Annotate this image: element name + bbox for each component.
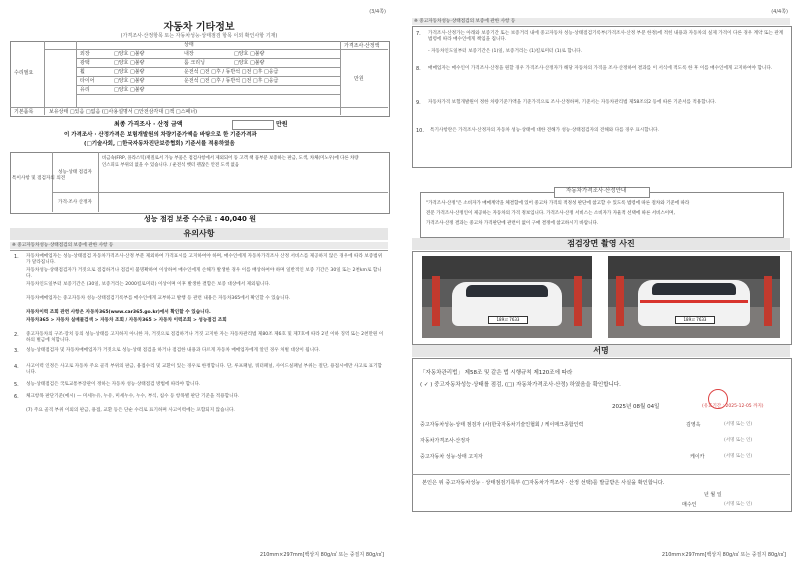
row-label: 광택	[80, 60, 90, 66]
notifier-name: 케이카	[690, 454, 705, 460]
opinion-text-1: 비금속(FRP, 플라스틱)재질로서 가능 부품은 점검사항에서 제외되어 동 고객 책 품부분 보증하는 판금, 도색, 차체(미노우)에 다른 차량	[102, 156, 359, 161]
item-number: 7.	[416, 31, 421, 37]
item-text: 사고이력 인정은 사고로 자동차 주요 골격 부위의 판금, 용접수리 및 교환이 있는 경우로 한정합니다. 단, 루프패널, 쿼터패널, 사이드실패널 부위는 절단, 용접시에만 사고로 표기합니다.	[26, 364, 382, 375]
opinion-sub-pricer: 가격·조사 산정자	[58, 200, 92, 205]
law-line-2[interactable]: ( ✓ ) 중고자동차성능·상태를 점검, (□) 자동차가격조사·산정) 하였음을 확인합니다.	[420, 382, 621, 388]
photo-front	[422, 256, 592, 338]
guide-text-2: 전문 가격조사·산정인이 제공하는 자동차의 가격 정보입니다. 가격조사·산정 서비스는 소비자가 자율적 선택에 따른 서비스이며,	[426, 211, 675, 216]
guide-text-1: "가격조사·산정"은 소비자가 매매계약을 체결함에 있어 중고차 가격의 적정성 판단에 참고할 수 있도록 법령에 따른 절차와 기준에 따라	[426, 201, 690, 206]
row-label: 외장	[80, 51, 90, 57]
basic-items[interactable]: 보유상태 □있음 □없음 (□사용설명서 □안전삼각대 □잭 □스패너)	[49, 109, 198, 115]
row-checks[interactable]: □양호 □불량	[114, 78, 145, 84]
item-text: 성능·상태점검자 및 자동차매매업자가 거짓으로 성능·상태 점검을 하거나 점검한 내용과 다르게 자동차 매매업자에게 알린 경우 처벌 대상이 됩니다.	[26, 348, 321, 353]
item-number: 9.	[416, 100, 421, 106]
page-left	[4, 4, 394, 562]
item-text: 자동차매매업자는 성능·상태점검 자동차가격조사·산정 부분 제외하여 가격표시를 고지하여야 하며, 매수인에게 자동차가격조사 산정 서비스를 제공하지 않은 경우에 따라 보증범위가 달라집니다.	[26, 254, 383, 265]
row-mid-label: 운전석 □전 □후 / 동반석 □전 □후 □응급	[184, 69, 279, 75]
price-note-2: (□기술사회, □한국자동차진단보증협회) 기준서를 적용하였음	[84, 141, 235, 147]
item-number: 6.	[14, 394, 19, 400]
row-mid-label: 내장	[184, 51, 194, 57]
page-right	[406, 4, 796, 562]
sign-date: 2025년 08월 04일	[612, 404, 660, 410]
item-text: 매매업자는 매수인이 가격조사·산정을 원할 경우 가격조사·산정자가 해당 자동차의 가격을 조사·산정하여 결과를 이 서식에 적도록 한 후 이를 매수인에게 고지하여야 합니다.	[428, 66, 773, 71]
item-number: 1.	[14, 254, 19, 260]
lift-post	[764, 276, 772, 326]
inspector-org: 중고자동차성능·상태 점검자 (사)한국자동차기술인협회 / 케이매크종합인력	[420, 422, 584, 428]
row-right-checks[interactable]: □양호 □불량	[234, 51, 265, 57]
item-text: 자동차인도일부터 보증기간은 (30일, 보증거리는 2000킬로미터) 이상이며 이후 발생한 결함은 보증 대상에서 제외됩니다.	[26, 282, 271, 287]
buyer-label: 매수인	[682, 502, 697, 508]
item-text: 성능·상태점검은 국토교통부장관이 정하는 자동차 성능·상태점검 방법에 따라야 합니다.	[26, 382, 201, 387]
item-number: 2.	[14, 332, 19, 338]
item-number: 4.	[14, 364, 19, 370]
lift-post	[616, 276, 624, 326]
photo-title: 점검장면 촬영 사진	[412, 238, 790, 250]
row-label: 타이어	[80, 78, 95, 84]
lift-post	[432, 276, 440, 326]
sign-title: 서명	[412, 345, 790, 357]
receipt-date: 년 월 일	[704, 492, 722, 498]
sign-note[interactable]: (서명 또는 인)	[724, 422, 753, 427]
notice-box	[412, 26, 792, 168]
row-checks[interactable]: □양호 □불량	[114, 87, 145, 93]
page-title: 자동차 기타정보	[163, 22, 235, 33]
item-text: 자동차365 > 자동차 실매물검색 > 자동차 조회 / 자동차365 > 자동차 이력조회 > 성능점검 조회	[26, 318, 227, 323]
notifier-label: 중고자동차 성능·상태 고지자	[420, 454, 483, 460]
notice-header: ※ 중고자동차성능·상태점검의 보증에 관한 사항 등	[414, 19, 516, 24]
item-number: 8.	[416, 66, 421, 72]
row-checks[interactable]: □양호 □불량	[114, 51, 145, 57]
page-footer: 210mm×297mm[백상지 80g/㎡ 또는 중질지 80g/㎡]	[259, 552, 384, 558]
page-number: (4/4쪽)	[771, 9, 788, 15]
page-number: (3/4쪽)	[369, 9, 386, 15]
row-mid-label: 운전석 □전 □후 / 동반석 □전 □후 □응급	[184, 78, 279, 84]
item-text: 가격조사·산정가는 아래와 보증기간 또는 보증거리 내에 중고자동차 성능·상태점검기록부(가격조사·산정 부분 한정)에 적힌 내용과 자동차의 실제 가격이 다른 경우 계약 또는 관계법령에 따라 매수인에게 책임을 집니다.	[428, 31, 784, 42]
caution-title: 유의사항	[10, 228, 388, 240]
sign-note[interactable]: (서명 또는 인)	[724, 438, 753, 443]
item-text: 자동차성능·상태점검자가 거짓으로 점검하거나 점검이 불명확하여 이상하여 매수인에게 손해가 발생한 경우 이를 배상하여야 하며 일반적인 보증 기간은 30일 또는 2천km로 합니다.	[26, 268, 382, 279]
col-header-price: 가격조사·산정액	[344, 43, 380, 49]
pricer-label: 자동차가격조사·산정자	[420, 438, 470, 444]
item-text: 자동차매매업자는 중고자동차 성능·상태점검기록부를 매수인에게 교부하고 발행 등 관련 내용은 자동차365에서 확인할 수 있습니다.	[26, 296, 291, 301]
item-text: 자동차이력 조회 관련 사항은 자동차365(www.car365.go.kr)에서 확인할 수 있습니다.	[26, 310, 211, 315]
row-label: 휠	[80, 69, 85, 75]
item-text: 자동차가격 보험개발원이 정한 차량기준가액을 기준가격으로 조사·산정하며, 기준서는 자동차관리법 제58조의2 등에 따른 기준서를 적용합니다.	[428, 100, 717, 105]
price-note-1: 이 가격조사 · 산정가격은 보험개발원의 차량기준가액을 바탕으로 한 기준가격과	[64, 132, 257, 138]
receipt-line: 본인은 위 중고자동차성능 · 상태점검기록부 (□자동차가격조사 · 산정 선택)를 발급받은 사실을 확인합니다.	[422, 480, 665, 486]
price-unit: 만원	[354, 76, 364, 82]
item-text: - 자동차인도일부터 보증기간은 (1)일, 보증거리는 (1)킬로미터 (1)로 합니다.	[428, 49, 583, 54]
opinion-sub-inspector: 성능·상태 점검자	[58, 170, 92, 175]
opinion-label: 특이사항 및 점검자의 의견	[12, 176, 66, 181]
row-checks[interactable]: □양호 □불량	[114, 69, 145, 75]
final-price-label: 최종 가격조사 · 산정 금액	[114, 121, 183, 128]
row-mid-label: 룸 크리닝	[184, 60, 205, 66]
tail-lamp-bar	[640, 300, 748, 303]
guide-text-3: 가격조사·산정 결과는 중고차 가격판단에 관련이 없이 구매 결정에 참고하시기 바랍니다.	[426, 221, 599, 226]
validity-note: (유효기간 : 2025-12-05 까지)	[702, 404, 764, 409]
item-text: (7) 주요 골격 부위 이외의 판금, 용접, 교환 등은 단순 수리로 표기하며 사고이력에는 포함되지 않습니다.	[26, 408, 235, 413]
row-right-checks[interactable]: □양호 □불량	[234, 60, 265, 66]
lift-post	[574, 276, 582, 326]
item-text: 체크항목 판단기준(예시) — 미세누유, 누유, 미세누수, 누수, 부식, 침수 등 항목별 판단 기준을 적용합니다.	[26, 394, 240, 399]
plate-front: 189고 7633	[488, 316, 528, 324]
row-label: 유리	[80, 87, 90, 93]
item-text: 특기사항란은 가격조사·산정자의 자동차 성능·상태에 대한 견해가 성능·상태점검자의 견해와 다를 경우 표시합니다.	[430, 128, 660, 133]
fee-label: 성능 점검 보증 수수료 : 40,040 원	[144, 215, 257, 223]
sign-note[interactable]: (서명 또는 인)	[724, 502, 753, 507]
notice-header: ※ 중고자동차성능·상태점검의 보증에 관한 사항 등	[12, 243, 114, 248]
page-footer: 210mm×297mm[백상지 80g/㎡ 또는 중질지 80g/㎡]	[661, 552, 786, 558]
row-checks[interactable]: □양호 □불량	[114, 60, 145, 66]
final-price-unit: 만원	[276, 121, 288, 128]
basic-label: 기본품목	[14, 109, 34, 115]
item-text: 중고자동차의 구조·장치 등의 성능·상태를 고지하지 아니한 자, 거짓으로 점검하거나 거짓 고지한 자는 자동차관리법 제80조 제6호 및 제7호에 따라 2년 이하 징역 또는 2천만원 이하의 벌금에 처합니다.	[26, 332, 384, 343]
sign-note[interactable]: (서명 또는 인)	[724, 454, 753, 459]
item-number: 5.	[14, 382, 19, 388]
official-seal	[708, 389, 728, 409]
guide-title: 자동차가격조사·산정안내	[566, 188, 627, 194]
inspector-name: 김영옥	[686, 422, 701, 428]
photo-rear	[608, 256, 780, 338]
plate-rear: 189고 7633	[675, 316, 715, 324]
page-subtitle: (가격조사·산정항목 또는 자동차성능·상태점검 항목 이외 확인사항 기재)	[120, 33, 278, 39]
group-label: 수리필요	[14, 70, 34, 76]
opinion-text-2: 인스피료 부위의 없을 수 있습니다. / 운전석 햇터 괜찮은 안전 도색 없음	[102, 163, 239, 168]
law-line-1: 「자동차관리법」 제58조 및 같은 법 시행규칙 제120조에 따라	[420, 370, 573, 376]
item-number: 10.	[416, 128, 424, 134]
final-price-box[interactable]	[232, 120, 274, 130]
item-number: 3.	[14, 348, 19, 354]
col-header-state: 상태	[184, 42, 194, 48]
